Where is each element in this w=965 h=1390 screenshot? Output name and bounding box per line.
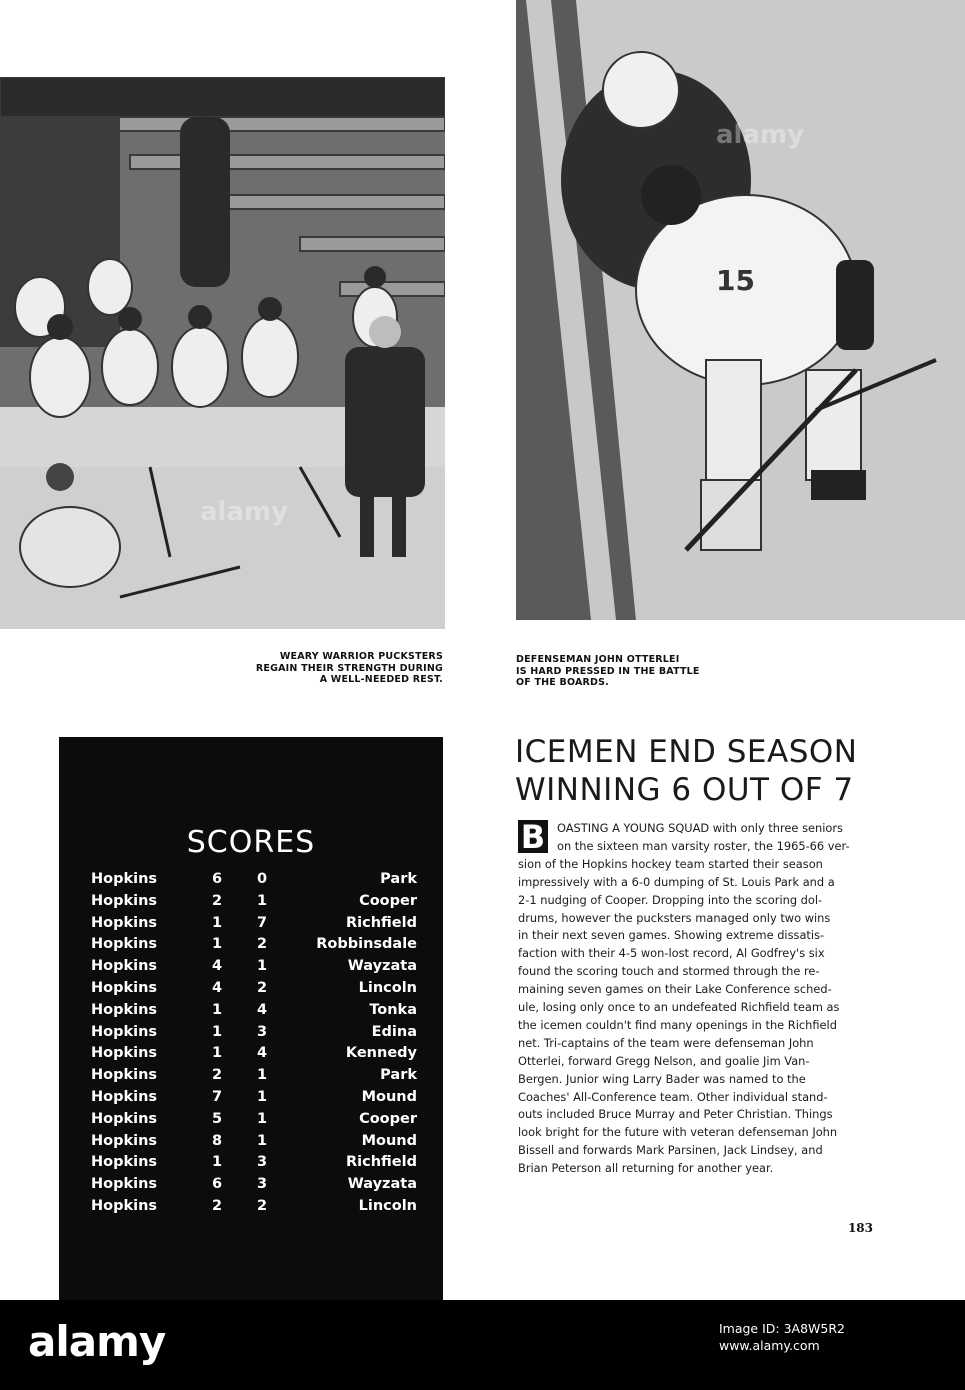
- score-hopkins: 8: [211, 1132, 223, 1149]
- score-team: Hopkins: [91, 1132, 158, 1149]
- article-line: found the scoring touch and stormed through the re-: [518, 964, 820, 979]
- score-hopkins: 1: [211, 1045, 223, 1062]
- score-opponent: 4: [256, 1001, 268, 1018]
- caption-line: DEFENSEMAN JOHN OTTERLEI: [516, 654, 680, 665]
- score-row: [59, 891, 443, 913]
- score-opponent-name: Edina: [371, 1023, 417, 1040]
- score-row: [59, 1109, 443, 1131]
- caption-line: REGAIN THEIR STRENGTH DURING: [255, 662, 443, 674]
- article-line: drums, however the pucksters managed only two wins: [518, 910, 831, 925]
- article-line: Bissell and forwards Mark Parsinen, Jack Lindsey, and: [518, 1143, 823, 1158]
- score-hopkins: 1: [211, 1023, 223, 1040]
- score-opponent: 1: [256, 1067, 268, 1084]
- article-line: ule, losing only once to an undefeated Richfield team as: [518, 1000, 840, 1014]
- score-team: Hopkins: [91, 1176, 158, 1193]
- caption-bench-rest: [240, 651, 443, 686]
- article-line: Brian Peterson all returning for another year.: [518, 1161, 774, 1176]
- score-team: Hopkins: [91, 1067, 158, 1084]
- article-line: net. Tri-captains of the team were defenseman John: [518, 1035, 814, 1050]
- score-team: Hopkins: [91, 1110, 158, 1127]
- score-team: Hopkins: [91, 892, 158, 909]
- score-opponent-name: Cooper: [359, 1110, 417, 1127]
- score-opponent: 1: [256, 958, 268, 975]
- score-opponent-name: Tonka: [369, 1001, 417, 1018]
- score-opponent-name: Richfield: [346, 1154, 417, 1171]
- score-opponent-name: Cooper: [359, 892, 417, 909]
- article-line: Bergen. Junior wing Larry Bader was named to the: [518, 1071, 806, 1086]
- score-opponent: 2: [256, 979, 268, 996]
- headline-line: WINNING 6 OUT OF 7: [515, 772, 854, 808]
- score-opponent-name: Wayzata: [347, 1176, 417, 1193]
- score-row: [59, 1000, 443, 1022]
- alamy-logo: alamy: [28, 1317, 166, 1366]
- score-hopkins: 6: [211, 871, 223, 887]
- score-opponent: 1: [256, 892, 268, 909]
- score-row: [59, 1087, 443, 1109]
- score-team: Hopkins: [91, 1088, 158, 1105]
- stock-image-info: [719, 1320, 845, 1354]
- score-team: Hopkins: [91, 958, 158, 975]
- caption-line: OF THE BOARDS.: [516, 677, 609, 688]
- article-line: maining seven games on their Lake Conference sched-: [518, 982, 832, 997]
- score-opponent: 3: [256, 1023, 268, 1040]
- score-row: [59, 978, 443, 1000]
- score-row: [59, 1196, 443, 1218]
- watermark-text: alamy: [716, 120, 805, 150]
- score-row: [59, 1174, 443, 1196]
- article-line: 2-1 nudging of Cooper. Dropping into the scoring dol-: [518, 892, 823, 907]
- score-row: [59, 956, 443, 978]
- score-opponent-name: Mound: [361, 1088, 417, 1105]
- article-line: impressively with a 6-0 dumping of St. Louis Park and a: [518, 874, 835, 889]
- drop-cap: B: [518, 820, 548, 853]
- score-team: Hopkins: [91, 1154, 158, 1171]
- score-opponent-name: Wayzata: [347, 958, 417, 975]
- article-line: faction with their 4-5 won-lost record, Al Godfrey's six: [518, 946, 825, 961]
- article-headline: [515, 733, 895, 809]
- article-line: outs included Bruce Murray and Peter Christian. Things: [518, 1107, 833, 1122]
- caption-boards-battle: [516, 654, 756, 689]
- score-team: Hopkins: [91, 1197, 158, 1214]
- page-number: 183: [847, 1221, 873, 1235]
- score-row: [59, 1131, 443, 1153]
- score-opponent: 1: [256, 1088, 268, 1105]
- score-team: Hopkins: [91, 936, 158, 953]
- score-opponent-name: Park: [380, 871, 417, 887]
- article-line: look bright for the future with veteran defenseman John: [518, 1125, 838, 1140]
- score-opponent-name: Richfield: [346, 914, 417, 931]
- score-hopkins: 4: [211, 979, 223, 996]
- jersey-number: 15: [716, 264, 755, 297]
- score-hopkins: 2: [211, 1197, 223, 1214]
- caption-line: WEARY WARRIOR PUCKSTERS: [279, 651, 443, 662]
- score-opponent: 3: [256, 1154, 268, 1171]
- score-opponent: 2: [256, 1197, 268, 1214]
- score-opponent: 1: [256, 1132, 268, 1149]
- score-opponent-name: Kennedy: [345, 1045, 417, 1062]
- photo-boards-battle: [516, 0, 965, 620]
- score-opponent-name: Robbinsdale: [316, 936, 417, 953]
- caption-line: IS HARD PRESSED IN THE BATTLE: [516, 665, 700, 677]
- score-hopkins: 1: [211, 914, 223, 931]
- photo-bench-rest: [0, 77, 445, 629]
- caption-line: A WELL-NEEDED REST.: [319, 674, 443, 685]
- score-team: Hopkins: [91, 1045, 158, 1062]
- score-team: Hopkins: [91, 1001, 158, 1018]
- score-team: Hopkins: [91, 871, 158, 887]
- score-row: [59, 1065, 443, 1087]
- score-hopkins: 4: [211, 958, 223, 975]
- headline-line: ICEMEN END SEASON: [515, 734, 858, 770]
- image-id: Image ID: 3A8W5R2: [718, 1321, 845, 1336]
- score-opponent-name: Mound: [361, 1132, 417, 1149]
- article-line: the icemen couldn't find many openings in the Richfield: [518, 1017, 837, 1032]
- score-opponent-name: Lincoln: [358, 1197, 417, 1214]
- score-opponent: 3: [256, 1176, 268, 1193]
- score-hopkins: 7: [211, 1088, 223, 1105]
- score-row: [59, 1152, 443, 1174]
- scores-panel: [59, 737, 443, 1300]
- article-line: sion of the Hopkins hockey team started their season: [518, 856, 823, 871]
- bench-photo-illustration: [0, 77, 445, 629]
- scores-table: [59, 869, 443, 1218]
- score-opponent: 7: [256, 914, 268, 931]
- score-row: [59, 934, 443, 956]
- score-opponent: 1: [256, 1110, 268, 1127]
- site-url: www.alamy.com: [718, 1338, 820, 1353]
- score-opponent: 2: [256, 936, 268, 953]
- score-opponent-name: Park: [380, 1067, 417, 1084]
- boards-photo-illustration: [516, 0, 965, 620]
- score-hopkins: 6: [211, 1176, 223, 1193]
- score-opponent: 4: [256, 1045, 268, 1062]
- score-row: [59, 913, 443, 935]
- score-hopkins: 2: [211, 892, 223, 909]
- article-line: in their next seven games. Showing extreme dissatis-: [518, 928, 825, 943]
- score-row: [59, 869, 443, 891]
- score-hopkins: 1: [211, 1154, 223, 1171]
- score-row: [59, 1022, 443, 1044]
- score-team: Hopkins: [91, 914, 158, 931]
- scores-title: SCORES: [186, 825, 316, 860]
- score-team: Hopkins: [91, 1023, 158, 1040]
- score-hopkins: 2: [211, 1067, 223, 1084]
- article-line: on the sixteen man varsity roster, the 1965-66 ver-: [557, 838, 850, 853]
- score-opponent-name: Lincoln: [358, 979, 417, 996]
- article-line: OASTING A YOUNG SQUAD with only three seniors: [557, 821, 843, 835]
- score-hopkins: 1: [211, 936, 223, 953]
- score-hopkins: 5: [211, 1110, 223, 1127]
- watermark-text: alamy: [200, 497, 289, 527]
- article-line: Coaches' All-Conference team. Other individual stand-: [518, 1089, 828, 1104]
- score-team: Hopkins: [91, 979, 158, 996]
- article-line: Otterlei, forward Gregg Nelson, and goalie Jim Van-: [518, 1053, 810, 1068]
- score-row: [59, 1043, 443, 1065]
- score-opponent: 0: [256, 871, 268, 887]
- score-hopkins: 1: [211, 1001, 223, 1018]
